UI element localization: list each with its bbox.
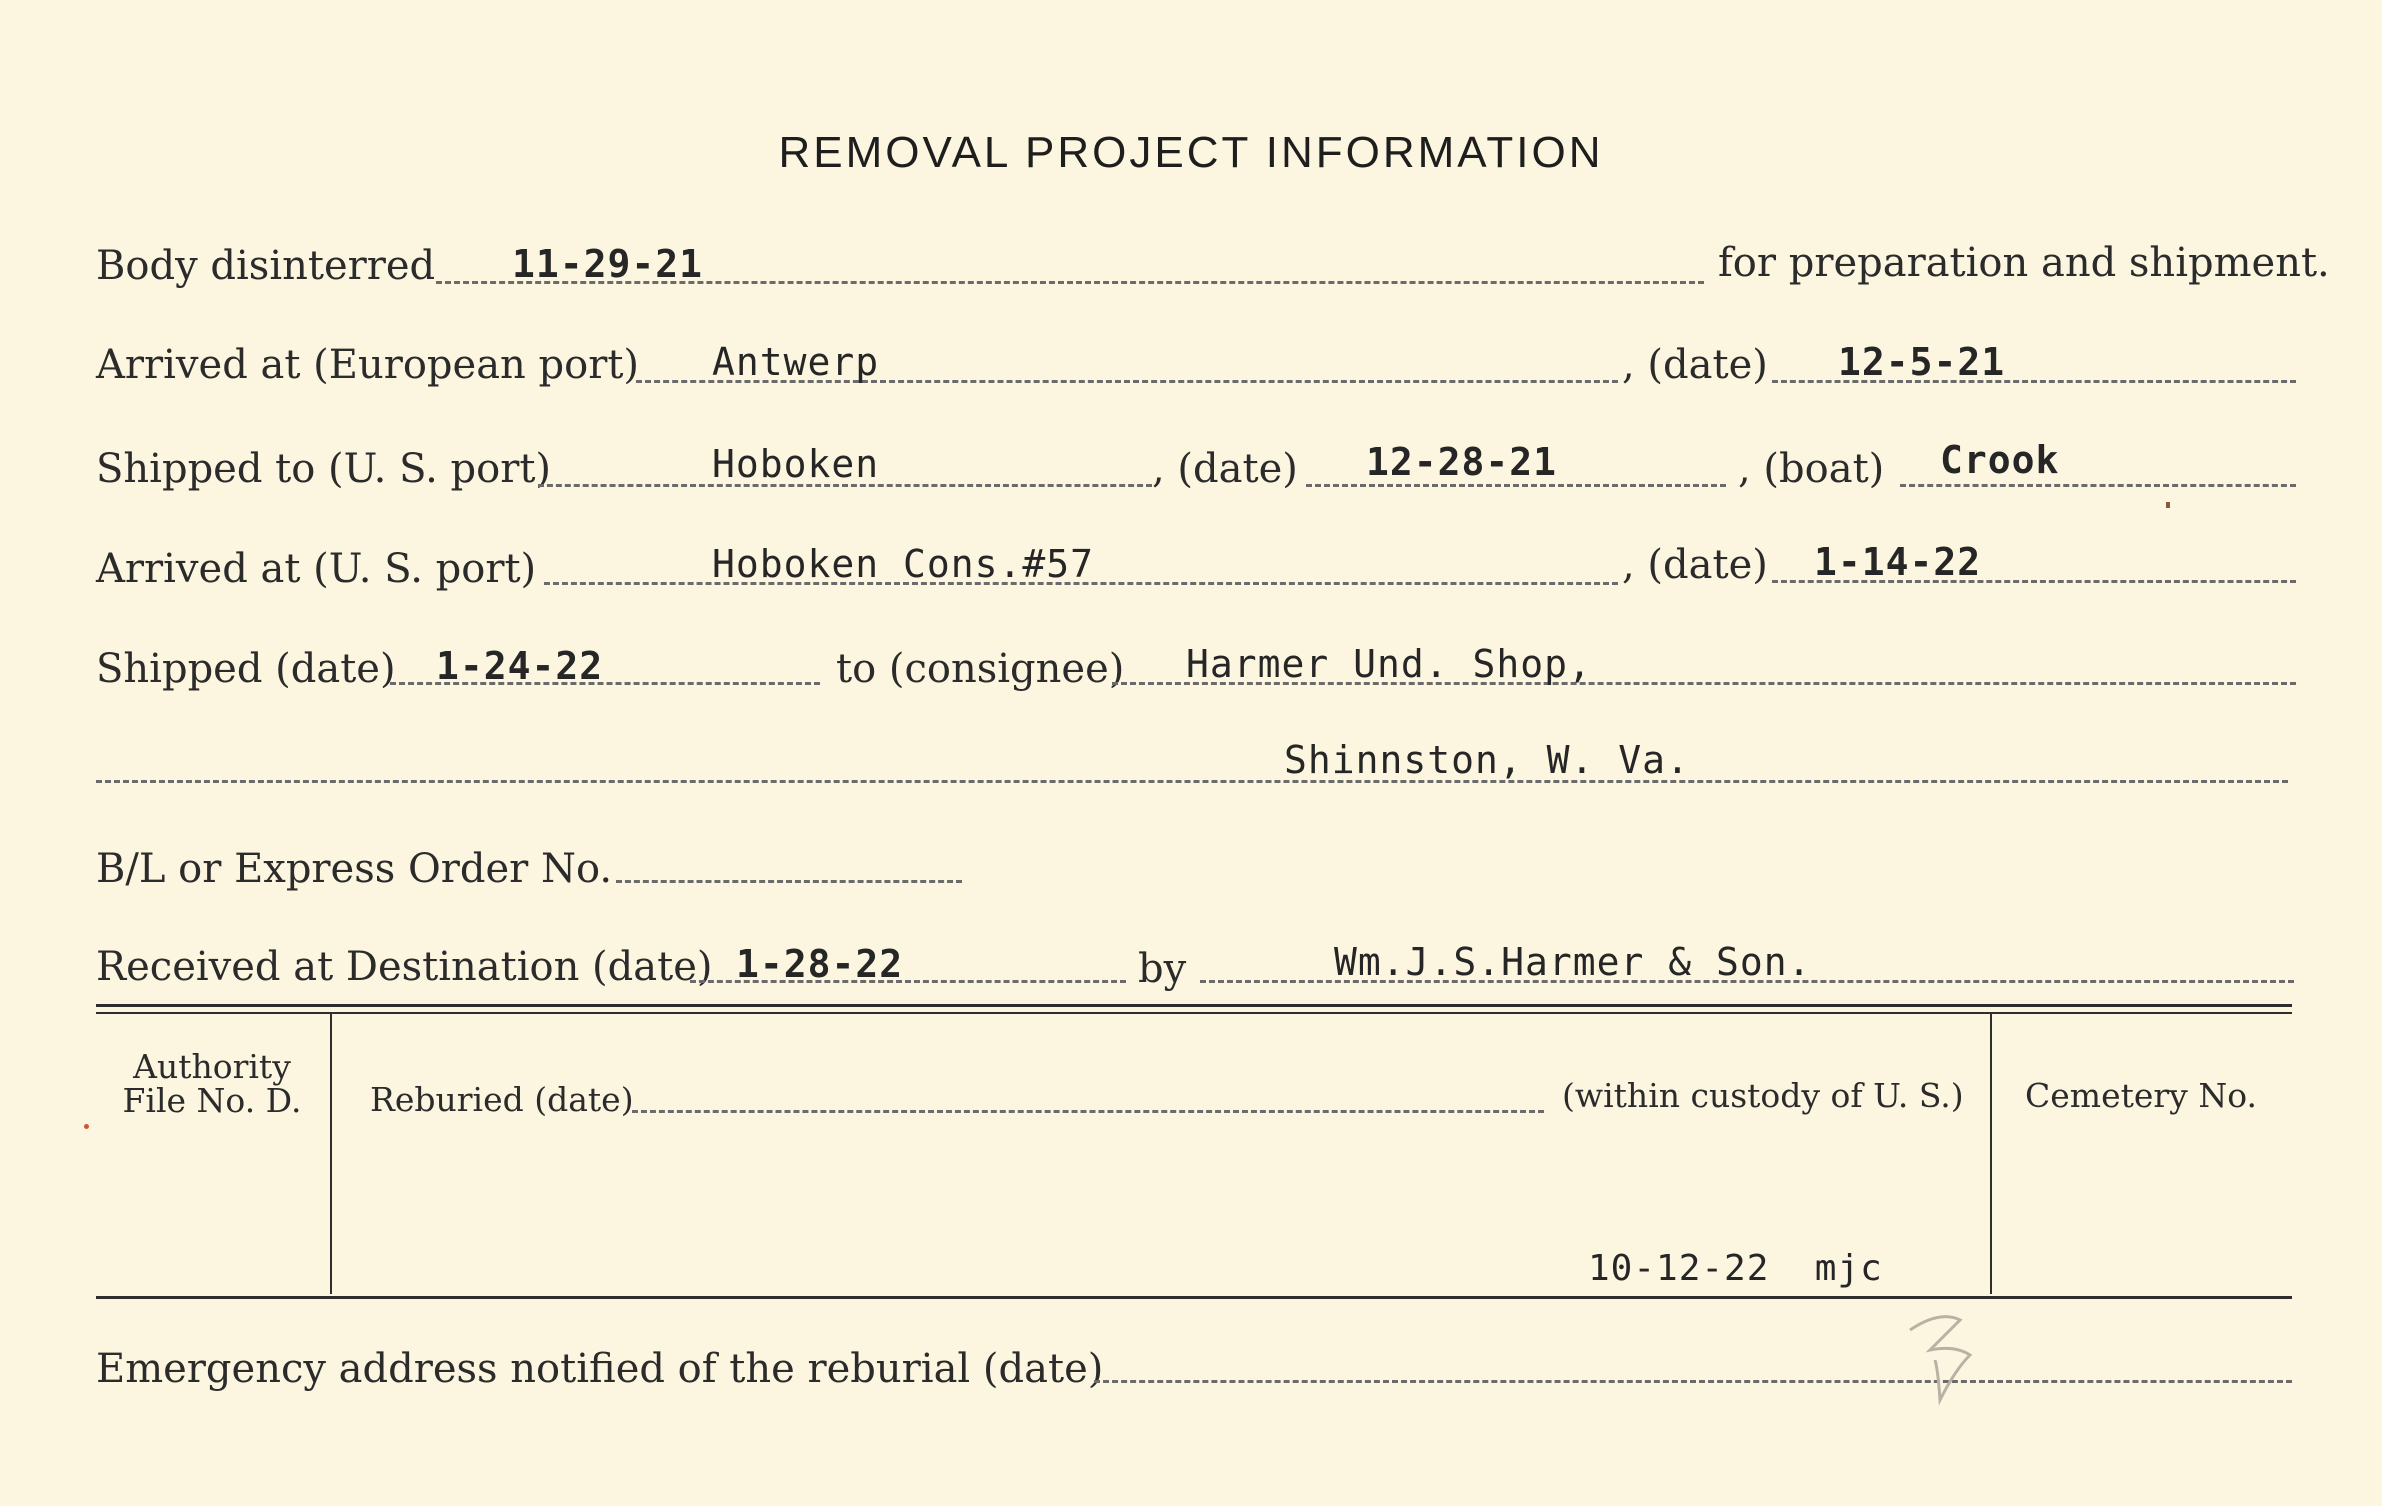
boat-label: , (boat): [1738, 446, 1885, 492]
bl-label: B/L or Express Order No.: [96, 846, 613, 892]
shipped-date-value: 1-24-22: [436, 644, 604, 688]
european-port-label: Arrived at (European port): [96, 342, 640, 388]
us-ship-date-label: , (date): [1152, 446, 1298, 492]
reburied-line: [632, 1110, 1544, 1113]
received-by-value: Wm.J.S.Harmer & Son.: [1334, 940, 1812, 984]
clerk-stamp: 10-12-22 mjc: [1588, 1248, 1883, 1289]
received-date-value: 1-28-22: [736, 942, 904, 986]
european-date-value: 12-5-21: [1838, 340, 2006, 384]
us-ship-date-line: [1306, 484, 1726, 487]
box-divider-left: [330, 1014, 332, 1294]
us-port-shipped-label: Shipped to (U. S. port): [96, 446, 551, 492]
us-arrival-date-value: 1-14-22: [1814, 540, 1982, 584]
shipped-date-label: Shipped (date): [96, 646, 396, 692]
bl-line: [616, 880, 962, 883]
consignee-address: Shinnston, W. Va.: [1284, 738, 1690, 782]
red-dot: [84, 1124, 89, 1129]
ink-speck: [2166, 502, 2170, 508]
box-bottom-rule: [96, 1296, 2292, 1299]
pencil-mark-icon: [1900, 1300, 1990, 1410]
double-rule-top: [96, 1004, 2292, 1007]
us-port-arrived-value: Hoboken Cons.#57: [712, 542, 1095, 586]
cemetery-label: Cemetery No.: [2025, 1076, 2257, 1115]
boat-value: Crook: [1940, 438, 2060, 482]
disinterred-label: Body disinterred: [96, 243, 436, 289]
box-divider-right: [1990, 1014, 1992, 1294]
consignee-line-2: [96, 780, 2288, 783]
consignee-value: Harmer Und. Shop,: [1186, 642, 1592, 686]
emergency-line: [1094, 1380, 2292, 1383]
us-ship-date-value: 12-28-21: [1366, 440, 1558, 484]
reburied-label: Reburied (date): [370, 1080, 634, 1119]
authority-label: Authority File No. D.: [122, 1047, 302, 1120]
us-port-arrived-label: Arrived at (U. S. port): [96, 546, 537, 592]
emergency-label: Emergency address notified of the reburial (date): [96, 1346, 1104, 1392]
disinterred-date: 11-29-21: [512, 242, 704, 286]
boat-line: [1900, 484, 2296, 487]
shipment-suffix: for preparation and shipment.: [1718, 240, 2330, 286]
card-title: REMOVAL PROJECT INFORMATION: [778, 128, 1604, 177]
us-arrival-date-label: , (date): [1622, 542, 1768, 588]
us-port-shipped-value: Hoboken: [712, 442, 880, 486]
custody-label: (within custody of U. S.): [1562, 1076, 1964, 1115]
double-rule-bottom: [96, 1012, 2292, 1014]
received-by-label: by: [1138, 946, 1187, 992]
european-port-value: Antwerp: [712, 340, 880, 384]
consignee-label: to (consignee): [836, 646, 1125, 692]
received-label: Received at Destination (date): [96, 944, 713, 990]
european-date-label: , (date): [1622, 342, 1768, 388]
